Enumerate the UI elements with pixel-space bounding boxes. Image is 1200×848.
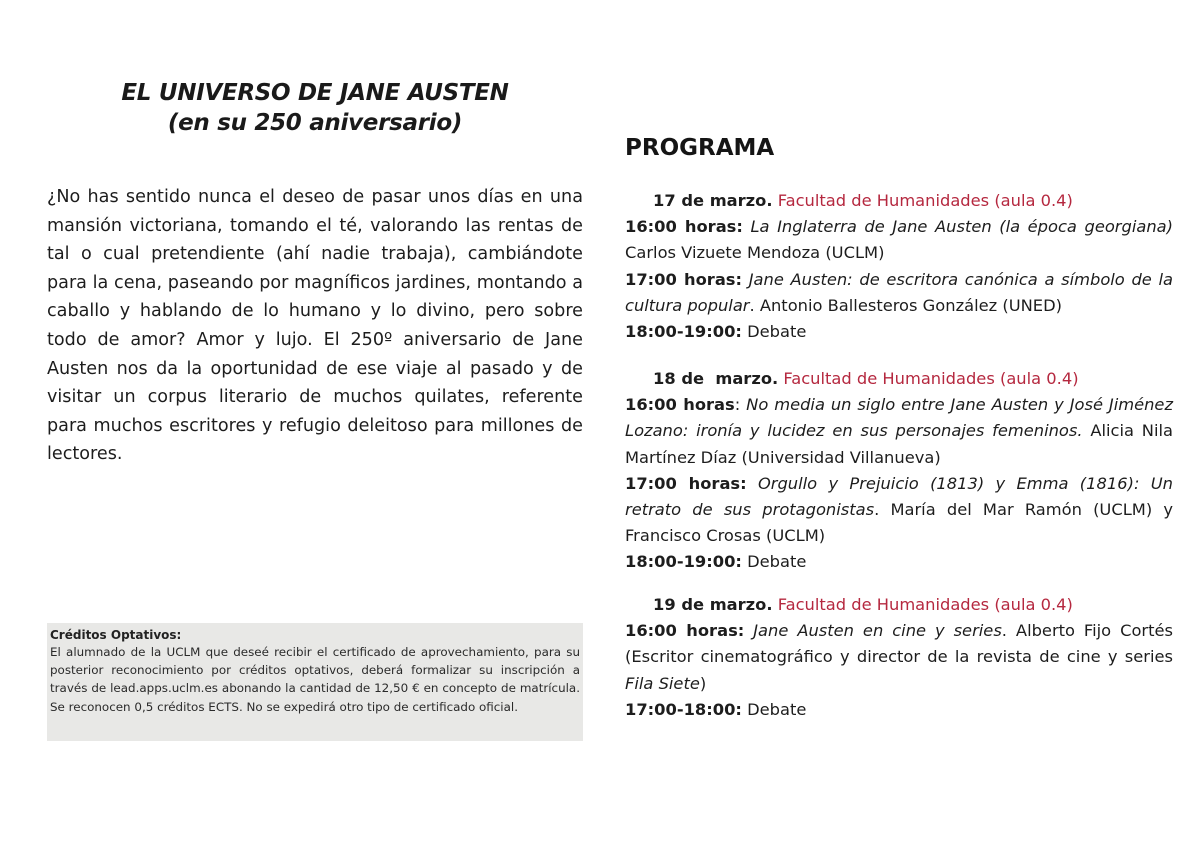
time-label: 17:00 horas: — [625, 473, 747, 493]
schedule-entry — [625, 214, 1173, 266]
schedule-entry — [625, 618, 1173, 697]
title-line-2: (en su 250 aniversario) — [167, 110, 463, 136]
day-date: 18 de marzo. — [653, 369, 779, 388]
time-label: 18:00-19:00: — [625, 552, 742, 572]
time-label: 16:00 horas: — [625, 621, 745, 641]
day-date: 19 de marzo. — [653, 595, 773, 614]
day-block-17-marzo — [625, 188, 1173, 345]
day-header — [625, 366, 1173, 392]
talk-title: Orgullo y Prejuicio (1813) y Emma (1816): Un retrato de sus protagonistas — [625, 473, 1173, 520]
speaker: Alicia Nila Martínez Díaz (Universidad Villanueva) — [625, 421, 1173, 467]
debate-label: Debate — [747, 699, 807, 719]
talk-title: La Inglaterra de Jane Austen (la época georgiana) — [750, 217, 1173, 237]
talk-title: No media un siglo entre Jane Austen y José Jiménez Lozano: ironía y lucidez en sus personajes femeninos. — [625, 395, 1173, 441]
venue: Facultad de Humanidades (aula 0.4) — [777, 595, 1073, 614]
credits-text: El alumnado de la UCLM que deseé recibir el certificado de aprovechamiento, para su posterior reconocimiento por créditos optativos, deberá formalizar su inscripción a través de lead.apps.uclm.es abonando la cantidad de 12,50 € en concepto de matrícula. Se reconocen 0,5 créditos ECTS. No se expedirá otro tipo de certificado oficial. — [50, 645, 580, 714]
day-header — [625, 188, 1173, 214]
programa-heading: PROGRAMA — [625, 135, 775, 161]
day-header — [625, 592, 1173, 618]
schedule-entry-debate — [625, 549, 1173, 575]
schedule-entry-debate — [625, 319, 1173, 345]
credits-title: Créditos Optativos: — [50, 628, 182, 642]
day-block-18-marzo — [625, 366, 1173, 576]
schedule-entry-debate — [625, 697, 1173, 723]
schedule-entry — [625, 267, 1173, 319]
debate-label: Debate — [747, 552, 807, 572]
speaker: . María del Mar Ramón (UCLM) y Francisco Crosas (UCLM) — [625, 500, 1173, 546]
venue: Facultad de Humanidades (aula 0.4) — [777, 191, 1073, 210]
magazine-title: Fila Siete — [625, 673, 700, 693]
talk-title: Jane Austen en cine y series — [753, 621, 1002, 641]
day-date: 17 de marzo. — [653, 191, 773, 210]
document-title — [47, 78, 583, 138]
debate-label: Debate — [747, 322, 807, 342]
intro-paragraph: ¿No has sentido nunca el deseo de pasar unos días en una mansión victoriana, tomando el té, valorando las rentas de tal o cual pretendiente (ahí nadie trabaja), cambiándote para la cena, paseando por magníficos jardines, montando a caballo y hablando de lo humano y lo divino, pero sobre todo de amor? Amor y lujo. El 250º aniversario de Jane Austen nos da la oportunidad de ese viaje al pasado y de visitar un corpus literario de muchos quilates, referente para muchos escritores y refugio deleitoso para millones de lectores. — [47, 187, 583, 465]
time-label: 17:00 horas: — [625, 269, 743, 289]
title-line-1: EL UNIVERSO DE JANE AUSTEN — [121, 80, 509, 106]
speaker-end: ) — [699, 673, 707, 693]
time-label: 18:00-19:00: — [625, 322, 742, 342]
day-block-19-marzo — [625, 592, 1173, 723]
speaker: . Antonio Ballesteros González (UNED) — [749, 295, 1062, 315]
venue: Facultad de Humanidades (aula 0.4) — [783, 369, 1079, 388]
speaker: . Alberto Fijo Cortés (Escritor cinematográfico y director de la revista de cine y series — [625, 621, 1173, 667]
speaker: Carlos Vizuete Mendoza (UCLM) — [625, 243, 885, 263]
time-label: 17:00-18:00: — [625, 699, 742, 719]
credits-box — [47, 623, 583, 741]
time-label: 16:00 horas: — [625, 217, 743, 237]
schedule-entry — [625, 471, 1173, 550]
talk-title: Jane Austen: de escritora canónica a símbolo de la cultura popular — [625, 269, 1173, 315]
schedule-entry: 16:00 horas: No media un siglo entre Jane Austen y José Jiménez Lozano: ironía y lucidez en sus personajes femeninos. Alicia Nila Martínez Díaz (Universidad Villanueva) — [625, 395, 1173, 467]
time-label: 16:00 horas — [625, 395, 735, 415]
